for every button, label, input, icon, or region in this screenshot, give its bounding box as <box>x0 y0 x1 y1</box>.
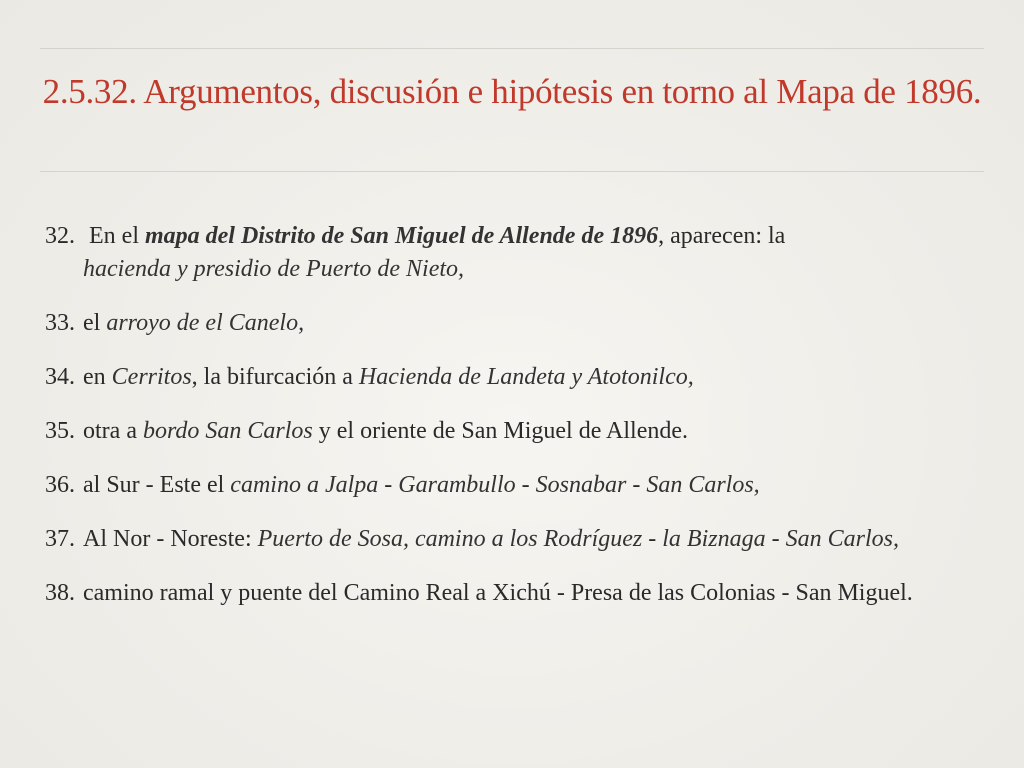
list-item-35 <box>45 415 975 448</box>
list-item-36 <box>45 469 975 502</box>
item-text: En el mapa del Distrito de San Miguel de Allende de 1896, aparecen: la hacienda y presidio de Puerto de Nieto, <box>83 223 786 282</box>
map-title-emphasis: mapa del Distrito de San Miguel de Allende de 1896 <box>144 223 659 249</box>
item-text: Al Nor - Noreste: Puerto de Sosa, camino a los Rodríguez - la Biznaga - San Carlos, <box>83 526 899 552</box>
item-number: 37. <box>45 526 75 552</box>
item-text: otra a bordo San Carlos y el oriente de San Miguel de Allende. <box>83 418 689 444</box>
item-number: 34. <box>45 364 75 390</box>
list-item-37 <box>45 523 975 556</box>
item-number: 35. <box>45 418 75 444</box>
item-number: 38. <box>45 580 75 606</box>
item-number: 33. <box>45 310 75 336</box>
slide-title: 2.5.32. Argumentos, discusión e hipótesis en torno al Mapa de 1896. <box>42 72 982 111</box>
list-item-38 <box>45 577 975 610</box>
list-item-33 <box>45 307 975 340</box>
bottom-divider <box>40 171 984 172</box>
item-text: camino ramal y puente del Camino Real a Xichú - Presa de las Colonias - San Miguel. <box>83 580 913 606</box>
item-text: el arroyo de el Canelo, <box>83 310 305 336</box>
item-text: en Cerritos, la bifurcación a Hacienda de Landeta y Atotonilco, <box>83 364 694 390</box>
top-divider <box>40 48 984 49</box>
item-number: 36. <box>45 472 75 498</box>
list-item-34 <box>45 361 975 394</box>
item-number: 32. <box>45 223 75 249</box>
list-item-32 <box>45 220 975 286</box>
numbered-list <box>45 220 975 631</box>
item-text: al Sur - Este el camino a Jalpa - Garambullo - Sosnabar - San Carlos, <box>83 472 760 498</box>
